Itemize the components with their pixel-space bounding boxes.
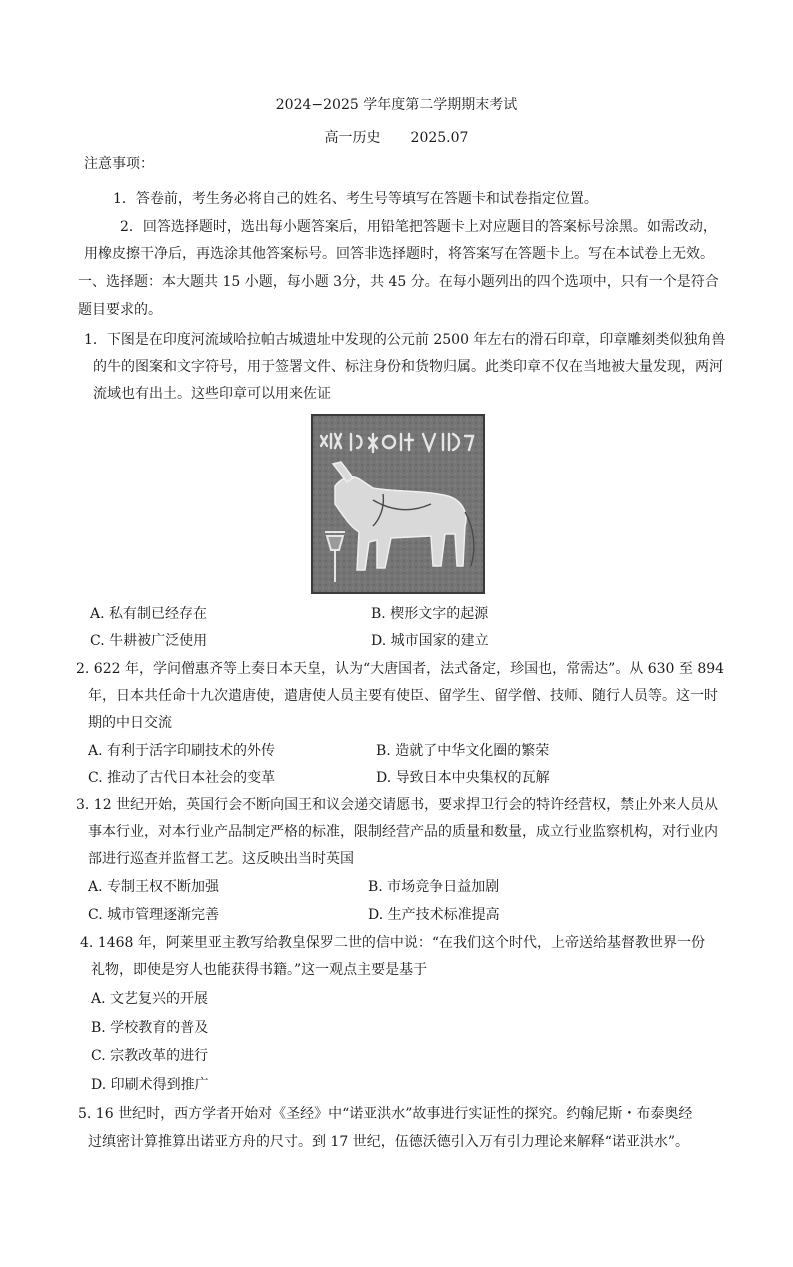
q3-stem-line-3: 部进行巡查并监督工艺。这反映出当时英国 — [88, 851, 354, 867]
q1-option-b: B. 楔形文字的起源 — [371, 606, 489, 622]
q3-option-b: B. 市场竞争日益加剧 — [368, 879, 500, 895]
q2-option-a: A. 有利于活字印刷技术的外传 — [88, 743, 276, 759]
exam-subtitle — [0, 128, 793, 148]
q3-stem-line-2: 事本行业，对本行业产品制定严格的标准，限制经营产品的质量和数量，成立行业监察机构，对行业内 — [88, 824, 718, 840]
notice-item-2-line-1: 2．回答选择题时，选出每小题答案后，用铅笔把答题卡上对应题目的答案标号涂黑。如需改动， — [120, 219, 717, 235]
section-1-line-2: 题目要求的。 — [78, 302, 162, 318]
q5-stem-line-2: 过缜密计算推算出诺亚方舟的尺寸。到 17 世纪，伍德沃德引入万有引力理论来解释“诺亚洪水”。 — [88, 1134, 690, 1150]
q1-option-c: C. 牛耕被广泛使用 — [90, 633, 208, 649]
q2-option-b: B. 造就了中华文化圈的繁荣 — [376, 743, 550, 759]
seal-drawing — [313, 416, 483, 592]
subject-label: 高一历史 — [324, 130, 381, 146]
q4-option-a: A. 文艺复兴的开展 — [91, 991, 209, 1007]
q4-option-b: B. 学校教育的普及 — [91, 1020, 209, 1036]
q2-stem-line-1: 2. 622 年，学问僧惠齐等上奏日本天皇，认为“大唐国者，法式备定，珍国也，常需达”。从 630 至 894 — [76, 661, 725, 677]
q1-stem-line-3: 流域也有出土。这些印章可以用来佐证 — [93, 386, 331, 402]
q5-stem-line-1: 5. 16 世纪时，西方学者开始对《圣经》中“诺亚洪水”故事进行实证性的探究。约翰尼斯・布泰奥经 — [78, 1106, 693, 1122]
q4-option-d: D. 印刷术得到推广 — [91, 1077, 209, 1093]
q2-option-d: D. 导致日本中央集权的瓦解 — [376, 770, 550, 786]
exam-title: 2024−2025 学年度第二学期期末考试 — [275, 97, 518, 113]
exam-date: 2025.07 — [410, 130, 469, 146]
notice-item-2-line-2: 用橡皮擦干净后，再选涂其他答案标号。回答非选择题时，将答案写在答题卡上。写在本试卷上无效。 — [84, 246, 714, 262]
q2-stem-line-3: 期的中日交流 — [88, 715, 172, 731]
q3-option-d: D. 生产技术标准提高 — [368, 907, 500, 923]
q3-option-a: A. 专制王权不断加强 — [88, 879, 220, 895]
q1-option-a: A. 私有制已经存在 — [90, 606, 208, 622]
q4-stem-line-2: 礼物，即使是穷人也能获得书籍。”这一观点主要是基于 — [91, 962, 428, 978]
notice-item-1: 1．答卷前，考生务必将自己的姓名、考生号等填写在答题卡和试卷指定位置。 — [113, 191, 598, 207]
section-1-line-1: 一、选择题：本大题共 15 小题，每小题 3分，共 45 分。在每小题列出的四个选项中，只有一个是符合 — [78, 274, 719, 290]
q3-stem-line-1: 3. 12 世纪开始，英国行会不断向国王和议会递交请愿书，要求捍卫行会的特许经营权，禁止外来人员从 — [76, 797, 719, 813]
q2-stem-line-2: 年，日本共任命十九次遣唐使，遣唐使人员主要有使臣、留学生、留学僧、技师、随行人员等。这一时 — [88, 688, 718, 704]
q4-stem-line-1: 4. 1468 年，阿莱里亚主教写给教皇保罗二世的信中说：“在我们这个时代，上帝送给基督教世界一份 — [80, 935, 706, 951]
q4-option-c: C. 宗教改革的进行 — [91, 1048, 209, 1064]
notice-heading: 注意事项： — [84, 156, 154, 172]
q1-option-d: D. 城市国家的建立 — [371, 633, 489, 649]
q1-stem-line-1: 1．下图是在印度河流域哈拉帕古城遗址中发现的公元前 2500 年左右的滑石印章，印章雕刻类似独角兽 — [84, 332, 726, 348]
q3-option-c: C. 城市管理逐渐完善 — [88, 907, 220, 923]
q2-option-c: C. 推动了古代日本社会的变革 — [88, 770, 276, 786]
q1-stem-line-2: 的牛的图案和文字符号，用于签署文件、标注身份和货物归属。此类印章不仅在当地被大量发现，两河 — [93, 359, 723, 375]
indus-seal-image — [311, 414, 485, 594]
